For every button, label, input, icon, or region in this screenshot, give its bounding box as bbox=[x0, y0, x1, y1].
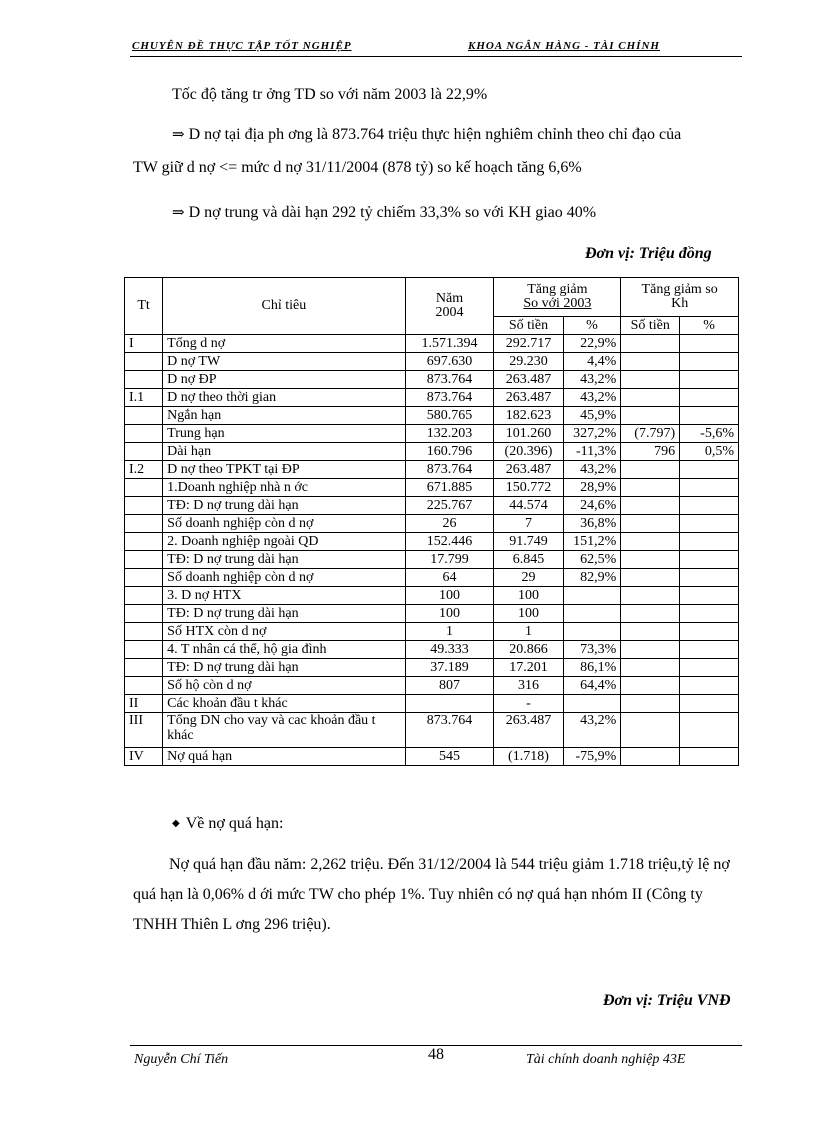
cell-change-percent: 24,6% bbox=[563, 497, 621, 515]
col-header-indicator: Chỉ tiêu bbox=[163, 278, 406, 335]
cell-tt bbox=[125, 443, 163, 461]
cell-plan-percent bbox=[680, 353, 739, 371]
footer-author: Nguyễn Chí Tiến bbox=[134, 1052, 229, 1067]
cell-change-percent: 28,9% bbox=[563, 479, 621, 497]
cell-change-percent: 22,9% bbox=[563, 335, 621, 353]
table-row bbox=[125, 515, 739, 533]
arrow-icon: ⇒ bbox=[172, 127, 185, 143]
cell-change-amount: 1 bbox=[494, 623, 563, 641]
cell-plan-percent bbox=[680, 641, 739, 659]
cell-year-2004: 64 bbox=[405, 569, 494, 587]
cell-plan-amount bbox=[621, 515, 680, 533]
cell-indicator: D nợ theo TPKT tại ĐP bbox=[163, 461, 406, 479]
cell-year-2004: 37.189 bbox=[405, 659, 494, 677]
table-row bbox=[125, 677, 739, 695]
cell-change-amount: 100 bbox=[494, 605, 563, 623]
cell-year-2004: 1.571.394 bbox=[405, 335, 494, 353]
cell-change-amount: 91.749 bbox=[494, 533, 563, 551]
cell-plan-amount bbox=[621, 335, 680, 353]
cell-plan-amount bbox=[621, 479, 680, 497]
cell-change-amount: 17.201 bbox=[494, 659, 563, 677]
cell-plan-percent bbox=[680, 587, 739, 605]
cell-tt: III bbox=[125, 713, 163, 748]
cell-change-percent: 43,2% bbox=[563, 461, 621, 479]
intro-line-2a bbox=[172, 125, 681, 144]
cell-year-2004: 160.796 bbox=[405, 443, 494, 461]
cell-tt bbox=[125, 407, 163, 425]
cell-tt bbox=[125, 659, 163, 677]
col-header-change-2003 bbox=[494, 278, 621, 317]
cell-tt bbox=[125, 533, 163, 551]
table-row bbox=[125, 587, 739, 605]
table-row bbox=[125, 748, 739, 766]
cell-indicator: D nợ TW bbox=[163, 353, 406, 371]
cell-indicator: 2. Doanh nghiệp ngoài QD bbox=[163, 533, 406, 551]
cell-year-2004: 152.446 bbox=[405, 533, 494, 551]
cell-year-2004: 580.765 bbox=[405, 407, 494, 425]
cell-plan-percent bbox=[680, 551, 739, 569]
cell-tt: I bbox=[125, 335, 163, 353]
cell-year-2004: 1 bbox=[405, 623, 494, 641]
cell-change-amount: 263.487 bbox=[494, 713, 563, 748]
cell-tt bbox=[125, 569, 163, 587]
cell-indicator: 4. T nhân cá thể, hộ gia đình bbox=[163, 641, 406, 659]
cell-year-2004: 26 bbox=[405, 515, 494, 533]
col-header-year-line2: 2004 bbox=[435, 305, 464, 320]
cell-tt bbox=[125, 479, 163, 497]
cell-year-2004: 671.885 bbox=[405, 479, 494, 497]
cell-plan-percent bbox=[680, 748, 739, 766]
table-row bbox=[125, 569, 739, 587]
table-row bbox=[125, 695, 739, 713]
cell-change-percent: 327,2% bbox=[563, 425, 621, 443]
intro-line-2a-text: D nợ tại địa ph ơng là 873.764 triệu thực hiện nghiêm chỉnh theo chỉ đạo của bbox=[188, 126, 682, 143]
cell-tt bbox=[125, 353, 163, 371]
arrow-icon: ⇒ bbox=[172, 205, 185, 221]
cell-tt bbox=[125, 641, 163, 659]
cell-plan-percent bbox=[680, 461, 739, 479]
overdue-heading-text: Về nợ quá hạn: bbox=[185, 815, 284, 832]
col-header-tt: Tt bbox=[125, 278, 163, 335]
cell-year-2004: 545 bbox=[405, 748, 494, 766]
cell-year-2004: 873.764 bbox=[405, 371, 494, 389]
cell-indicator: TĐ: D nợ trung dài hạn bbox=[163, 605, 406, 623]
cell-plan-percent bbox=[680, 335, 739, 353]
overdue-heading bbox=[172, 815, 283, 833]
cell-indicator: D nợ ĐP bbox=[163, 371, 406, 389]
cell-change-percent bbox=[563, 623, 621, 641]
cell-change-amount: 20.866 bbox=[494, 641, 563, 659]
cell-plan-percent bbox=[680, 569, 739, 587]
cell-plan-amount bbox=[621, 551, 680, 569]
cell-tt bbox=[125, 605, 163, 623]
cell-plan-amount bbox=[621, 407, 680, 425]
cell-plan-percent bbox=[680, 515, 739, 533]
cell-year-2004: 100 bbox=[405, 587, 494, 605]
cell-change-amount: 263.487 bbox=[494, 371, 563, 389]
cell-change-amount: 7 bbox=[494, 515, 563, 533]
header-left-title: CHUYÊN ĐỀ THỰC TẬP TỐT NGHIỆP bbox=[132, 40, 352, 52]
cell-tt: IV bbox=[125, 748, 163, 766]
cell-change-percent: 45,9% bbox=[563, 407, 621, 425]
cell-plan-amount bbox=[621, 587, 680, 605]
cell-change-percent: 86,1% bbox=[563, 659, 621, 677]
col-header-change-2003-line2: So với 2003 bbox=[523, 296, 592, 311]
cell-year-2004: 807 bbox=[405, 677, 494, 695]
cell-indicator: TĐ: D nợ trung dài hạn bbox=[163, 659, 406, 677]
cell-indicator: Tổng d nợ bbox=[163, 335, 406, 353]
cell-plan-amount bbox=[621, 569, 680, 587]
cell-change-percent bbox=[563, 695, 621, 713]
cell-change-amount: 150.772 bbox=[494, 479, 563, 497]
cell-plan-amount bbox=[621, 605, 680, 623]
unit-label-2: Đơn vị: Triệu VNĐ bbox=[603, 992, 731, 1009]
cell-plan-amount bbox=[621, 353, 680, 371]
cell-indicator: D nợ theo thời gian bbox=[163, 389, 406, 407]
table-row bbox=[125, 443, 739, 461]
cell-change-amount: 6.845 bbox=[494, 551, 563, 569]
col-header-amount-plan: Số tiền bbox=[621, 317, 680, 335]
cell-plan-amount bbox=[621, 641, 680, 659]
cell-plan-percent bbox=[680, 533, 739, 551]
intro-line-3-text: D nợ trung và dài hạn 292 tỷ chiếm 33,3% so với KH giao 40% bbox=[188, 204, 597, 221]
cell-change-percent: 43,2% bbox=[563, 713, 621, 748]
cell-indicator: Số HTX còn d nợ bbox=[163, 623, 406, 641]
col-header-year-line1: Năm bbox=[435, 291, 464, 306]
intro-line-2b: TW giữ d nợ <= mức d nợ 31/11/2004 (878 tỷ) so kế hoạch tăng 6,6% bbox=[133, 159, 582, 176]
cell-change-percent: 4,4% bbox=[563, 353, 621, 371]
cell-plan-percent: -5,6% bbox=[680, 425, 739, 443]
cell-change-percent: 151,2% bbox=[563, 533, 621, 551]
cell-change-percent: -75,9% bbox=[563, 748, 621, 766]
cell-change-amount: (1.718) bbox=[494, 748, 563, 766]
cell-indicator: Số doanh nghiệp còn d nợ bbox=[163, 569, 406, 587]
cell-plan-percent bbox=[680, 713, 739, 748]
cell-plan-percent bbox=[680, 407, 739, 425]
col-header-percent-plan: % bbox=[680, 317, 739, 335]
cell-plan-amount bbox=[621, 497, 680, 515]
cell-indicator: Các khoản đầu t khác bbox=[163, 695, 406, 713]
cell-indicator: Tổng DN cho vay và cac khoản đầu t khác bbox=[163, 713, 406, 748]
cell-tt: II bbox=[125, 695, 163, 713]
cell-change-percent: 43,2% bbox=[563, 389, 621, 407]
cell-plan-amount bbox=[621, 461, 680, 479]
cell-indicator: Số hộ còn d nợ bbox=[163, 677, 406, 695]
cell-indicator: Nợ quá hạn bbox=[163, 748, 406, 766]
table-row bbox=[125, 533, 739, 551]
cell-plan-percent bbox=[680, 479, 739, 497]
cell-change-percent: 62,5% bbox=[563, 551, 621, 569]
col-header-year bbox=[405, 278, 494, 335]
cell-plan-percent bbox=[680, 695, 739, 713]
credit-table bbox=[124, 277, 739, 766]
cell-change-amount: 29 bbox=[494, 569, 563, 587]
cell-year-2004: 697.630 bbox=[405, 353, 494, 371]
cell-year-2004: 132.203 bbox=[405, 425, 494, 443]
cell-year-2004: 873.764 bbox=[405, 713, 494, 748]
cell-plan-amount bbox=[621, 533, 680, 551]
cell-tt bbox=[125, 623, 163, 641]
unit-label-1: Đơn vị: Triệu đồng bbox=[585, 245, 712, 262]
cell-plan-amount bbox=[621, 748, 680, 766]
table-row bbox=[125, 623, 739, 641]
cell-plan-amount: 796 bbox=[621, 443, 680, 461]
table-row bbox=[125, 461, 739, 479]
cell-indicator: 3. D nợ HTX bbox=[163, 587, 406, 605]
cell-plan-percent bbox=[680, 677, 739, 695]
cell-tt: I.2 bbox=[125, 461, 163, 479]
cell-tt bbox=[125, 677, 163, 695]
cell-tt bbox=[125, 551, 163, 569]
cell-plan-percent bbox=[680, 389, 739, 407]
header-right-title: KHOA NGÂN HÀNG - TÀI CHÍNH bbox=[468, 40, 660, 52]
cell-plan-percent bbox=[680, 659, 739, 677]
cell-plan-amount bbox=[621, 371, 680, 389]
cell-change-amount: 44.574 bbox=[494, 497, 563, 515]
cell-indicator: TĐ: D nợ trung dài hạn bbox=[163, 551, 406, 569]
cell-change-percent: 36,8% bbox=[563, 515, 621, 533]
table-body bbox=[125, 335, 739, 766]
table-row bbox=[125, 497, 739, 515]
cell-year-2004: 225.767 bbox=[405, 497, 494, 515]
col-header-change-plan-line1: Tăng giảm so bbox=[641, 282, 718, 297]
table-row bbox=[125, 479, 739, 497]
footer-class: Tài chính doanh nghiệp 43E bbox=[526, 1052, 686, 1067]
cell-change-amount: - bbox=[494, 695, 563, 713]
table-row bbox=[125, 605, 739, 623]
cell-plan-amount: (7.797) bbox=[621, 425, 680, 443]
cell-year-2004: 100 bbox=[405, 605, 494, 623]
cell-year-2004: 873.764 bbox=[405, 389, 494, 407]
cell-year-2004: 17.799 bbox=[405, 551, 494, 569]
intro-line-3 bbox=[172, 203, 596, 222]
col-header-percent: % bbox=[563, 317, 621, 335]
cell-change-percent: -11,3% bbox=[563, 443, 621, 461]
cell-change-amount: 316 bbox=[494, 677, 563, 695]
col-header-change-plan-line2: Kh bbox=[671, 296, 689, 311]
cell-tt bbox=[125, 425, 163, 443]
cell-plan-percent bbox=[680, 623, 739, 641]
table-row bbox=[125, 551, 739, 569]
cell-change-amount: 292.717 bbox=[494, 335, 563, 353]
cell-plan-amount bbox=[621, 659, 680, 677]
cell-plan-percent: 0,5% bbox=[680, 443, 739, 461]
cell-change-amount: 182.623 bbox=[494, 407, 563, 425]
cell-tt bbox=[125, 515, 163, 533]
cell-indicator: Số doanh nghiệp còn d nợ bbox=[163, 515, 406, 533]
cell-plan-percent bbox=[680, 371, 739, 389]
cell-change-percent bbox=[563, 605, 621, 623]
cell-plan-percent bbox=[680, 605, 739, 623]
cell-plan-amount bbox=[621, 389, 680, 407]
cell-indicator: Dài hạn bbox=[163, 443, 406, 461]
col-header-amount: Số tiền bbox=[494, 317, 563, 335]
table-row bbox=[125, 335, 739, 353]
cell-change-percent: 82,9% bbox=[563, 569, 621, 587]
cell-change-amount: 101.260 bbox=[494, 425, 563, 443]
cell-plan-amount bbox=[621, 623, 680, 641]
table-row bbox=[125, 659, 739, 677]
diamond-bullet-icon: ◆ bbox=[172, 818, 180, 829]
col-header-change-2003-line1: Tăng giảm bbox=[527, 282, 588, 297]
cell-year-2004: 49.333 bbox=[405, 641, 494, 659]
cell-change-percent bbox=[563, 587, 621, 605]
overdue-paragraph bbox=[133, 850, 743, 940]
table-row bbox=[125, 713, 739, 748]
cell-indicator: 1.Doanh nghiệp nhà n ớc bbox=[163, 479, 406, 497]
cell-plan-amount bbox=[621, 677, 680, 695]
cell-change-amount: 100 bbox=[494, 587, 563, 605]
cell-plan-amount bbox=[621, 713, 680, 748]
cell-tt bbox=[125, 371, 163, 389]
cell-change-percent: 73,3% bbox=[563, 641, 621, 659]
page-number: 48 bbox=[428, 1046, 444, 1063]
table-row bbox=[125, 425, 739, 443]
cell-plan-percent bbox=[680, 497, 739, 515]
cell-year-2004: 873.764 bbox=[405, 461, 494, 479]
cell-change-amount: 263.487 bbox=[494, 461, 563, 479]
cell-change-amount: (20.396) bbox=[494, 443, 563, 461]
header-rule bbox=[130, 56, 742, 57]
table-row bbox=[125, 407, 739, 425]
cell-change-percent: 43,2% bbox=[563, 371, 621, 389]
cell-indicator: TĐ: D nợ trung dài hạn bbox=[163, 497, 406, 515]
col-header-change-plan bbox=[621, 278, 739, 317]
table-row bbox=[125, 371, 739, 389]
cell-change-percent: 64,4% bbox=[563, 677, 621, 695]
table-row bbox=[125, 389, 739, 407]
table-row bbox=[125, 353, 739, 371]
cell-year-2004 bbox=[405, 695, 494, 713]
cell-tt: I.1 bbox=[125, 389, 163, 407]
table-row bbox=[125, 641, 739, 659]
overdue-paragraph-text: Nợ quá hạn đầu năm: 2,262 triệu. Đến 31/12/2004 là 544 triệu giảm 1.718 triệu,tỷ lệ nợ quá hạn là 0,06% d ới mức TW cho phép 1%. Tuy nhiên có nợ quá hạn nhóm II (Công ty TNHH Thiên L ơng 296 triệu). bbox=[133, 856, 730, 933]
cell-indicator: Ngắn hạn bbox=[163, 407, 406, 425]
cell-plan-amount bbox=[621, 695, 680, 713]
cell-change-amount: 263.487 bbox=[494, 389, 563, 407]
cell-indicator: Trung hạn bbox=[163, 425, 406, 443]
cell-change-amount: 29.230 bbox=[494, 353, 563, 371]
intro-line-1: Tốc độ tăng tr ởng TD so với năm 2003 là 22,9% bbox=[172, 86, 488, 103]
cell-tt bbox=[125, 497, 163, 515]
cell-tt bbox=[125, 587, 163, 605]
